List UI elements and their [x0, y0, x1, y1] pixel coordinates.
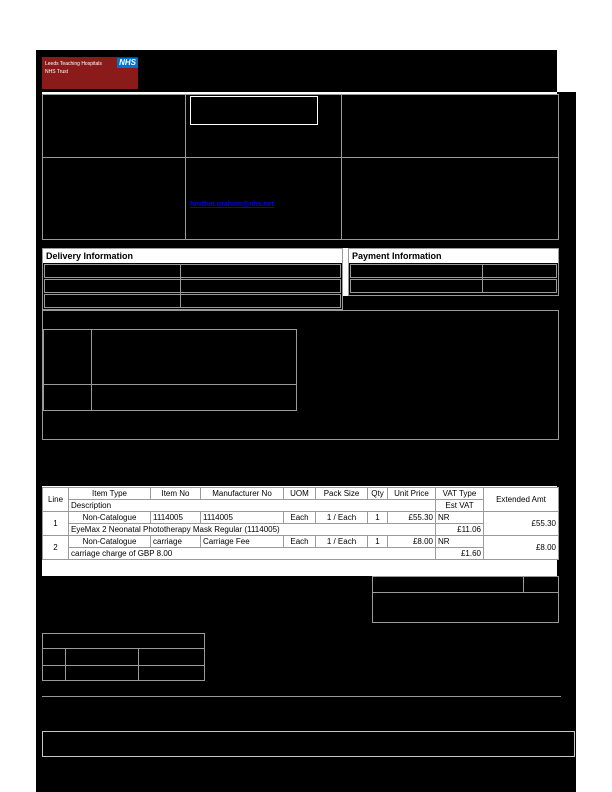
col-qty-header: Qty: [368, 488, 388, 500]
nhs-badge: NHS: [119, 58, 136, 67]
payment-information-panel: [348, 248, 559, 296]
col-description-header: Description: [69, 500, 436, 512]
row-item-no: 1114005: [151, 512, 201, 524]
row-uom: Each: [284, 536, 316, 548]
notes-block: [42, 310, 559, 440]
logo-org-line1: Leeds Teaching Hospitals: [45, 61, 102, 67]
row-line-number: 2: [43, 536, 69, 560]
contact-email-link[interactable]: heather.graham@nhs.net: [190, 201, 274, 208]
nhs-trust-logo: [42, 57, 138, 89]
row-extended-amt: £8.00: [484, 536, 559, 560]
row-pack-size: 1 / Each: [316, 512, 368, 524]
table-row: [43, 512, 559, 524]
page-right-strip: [557, 92, 576, 792]
row-item-type: Non-Catalogue: [69, 512, 151, 524]
col-item-type-header: Item Type: [69, 488, 151, 500]
col-uom-header: UOM: [284, 488, 316, 500]
table-subheader-row: [43, 500, 559, 512]
delivery-info-title: Delivery Information: [43, 249, 342, 263]
delivery-information-panel: [42, 248, 343, 310]
row-description: EyeMax 2 Neonatal Phototherapy Mask Regular (1114005): [69, 524, 436, 536]
col-vat-type-header: VAT Type: [436, 488, 484, 500]
row-manufacturer-no: Carriage Fee: [201, 536, 284, 548]
table-row-description: [43, 524, 559, 536]
payment-info-title: Payment Information: [349, 249, 558, 263]
col-item-no-header: Item No: [151, 488, 201, 500]
row-est-vat: £1.60: [436, 548, 484, 560]
row-extended-amt: £55.30: [484, 512, 559, 536]
spacer-band-2: [42, 440, 559, 486]
table-row-description: [43, 548, 559, 560]
table-header-row: [43, 488, 559, 500]
table-row: [43, 536, 559, 548]
row-item-no: carriage: [151, 536, 201, 548]
row-manufacturer-no: 1114005: [201, 512, 284, 524]
col-extended-amt-header: Extended Amt: [484, 488, 559, 512]
order-number-box: [190, 96, 318, 125]
order-info-block: [42, 94, 559, 240]
row-line-number: 1: [43, 512, 69, 536]
col-unit-price-header: Unit Price: [388, 488, 436, 500]
row-vat-type: NR: [436, 512, 484, 524]
row-vat-type: NR: [436, 536, 484, 548]
filler-right: [343, 296, 559, 310]
row-item-type: Non-Catalogue: [69, 536, 151, 548]
row-description: carriage charge of GBP 8.00: [69, 548, 436, 560]
row-qty: 1: [368, 512, 388, 524]
spacer-band-1: [42, 240, 559, 248]
row-qty: 1: [368, 536, 388, 548]
row-uom: Each: [284, 512, 316, 524]
col-line-header: Line: [43, 488, 69, 512]
footer-box: [42, 731, 575, 757]
col-manufacturer-no-header: Manufacturer No: [201, 488, 284, 500]
row-est-vat: £11.06: [436, 524, 484, 536]
row-unit-price: £55.30: [388, 512, 436, 524]
items-table: [42, 487, 559, 560]
totals-box: [372, 576, 559, 623]
row-pack-size: 1 / Each: [316, 536, 368, 548]
col-pack-size-header: Pack Size: [316, 488, 368, 500]
col-est-vat-header: Est VAT: [436, 500, 484, 512]
logo-org-line2: NHS Trust: [45, 69, 69, 75]
row-unit-price: £8.00: [388, 536, 436, 548]
summary-table: [42, 633, 205, 681]
